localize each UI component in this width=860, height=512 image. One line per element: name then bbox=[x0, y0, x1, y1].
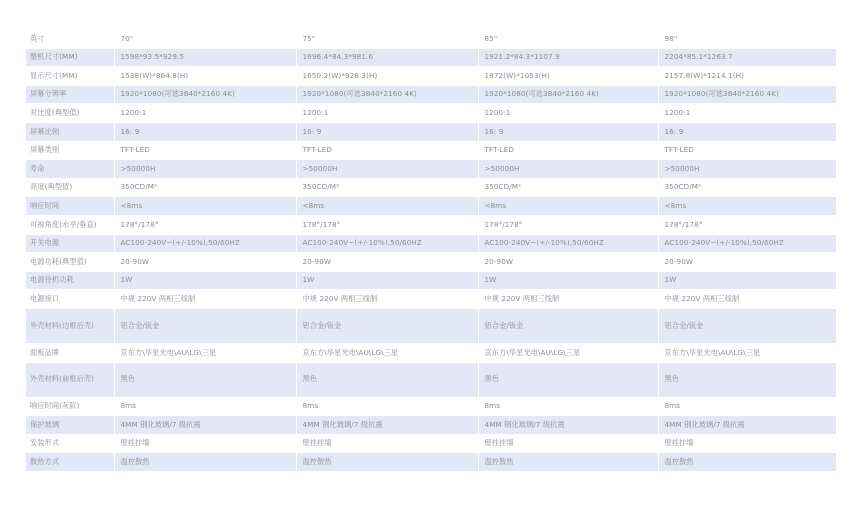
spec-table bbox=[26, 30, 837, 472]
table-row bbox=[26, 453, 836, 472]
table-cell: 8ms bbox=[478, 397, 658, 416]
table-cell: 1200:1 bbox=[478, 104, 658, 123]
row-label: 安装形式 bbox=[26, 434, 114, 453]
table-cell: TFT-LED bbox=[658, 141, 836, 160]
table-cell: 350CD/M² bbox=[658, 178, 836, 197]
table-cell: 1920*1080(可选3840*2160 4K) bbox=[296, 85, 478, 104]
table-cell: 1200:1 bbox=[114, 104, 296, 123]
table-cell: 20-90W bbox=[478, 253, 658, 272]
row-label: 屏幕类别 bbox=[26, 141, 114, 160]
table-cell: TFT-LED bbox=[114, 141, 296, 160]
table-cell: 温控散热 bbox=[114, 453, 296, 472]
table-cell: 温控散热 bbox=[478, 453, 658, 472]
row-label: 开关电源 bbox=[26, 234, 114, 253]
row-label: 可视角度(水平/垂直) bbox=[26, 215, 114, 234]
row-label: 整机尺寸(MM) bbox=[26, 48, 114, 67]
table-cell: 黑色 bbox=[114, 362, 296, 397]
table-cell: 黑色 bbox=[658, 362, 836, 397]
table-cell: 铝合金/钣金 bbox=[296, 308, 478, 343]
table-row bbox=[26, 271, 836, 290]
table-cell: 1W bbox=[478, 271, 658, 290]
table-cell: 1920*1080(可选3840*2160 4K) bbox=[114, 85, 296, 104]
table-cell: 20-90W bbox=[114, 253, 296, 272]
table-row bbox=[26, 343, 836, 362]
table-cell: 350CD/M² bbox=[296, 178, 478, 197]
table-cell: 1W bbox=[114, 271, 296, 290]
table-cell: 1872(W)*1053(H) bbox=[478, 67, 658, 86]
table-cell: 1W bbox=[658, 271, 836, 290]
table-cell: 178°/178° bbox=[478, 215, 658, 234]
table-cell: 16: 9 bbox=[478, 122, 658, 141]
table-cell: AC100-240V~(+/-10%),50/60HZ bbox=[658, 234, 836, 253]
table-row bbox=[26, 160, 836, 179]
table-cell: 1920*1080(可选3840*2160 4K) bbox=[658, 85, 836, 104]
table-cell: 20-90W bbox=[658, 253, 836, 272]
table-cell: 黑色 bbox=[478, 362, 658, 397]
table-cell: 4MM 钢化玻璃/7 级抗震 bbox=[478, 416, 658, 435]
row-label: 英寸 bbox=[26, 30, 114, 48]
table-cell: 1W bbox=[296, 271, 478, 290]
table-row bbox=[26, 253, 836, 272]
table-cell: <8ms bbox=[296, 197, 478, 216]
table-row bbox=[26, 141, 836, 160]
table-row bbox=[26, 178, 836, 197]
row-label: 散热方式 bbox=[26, 453, 114, 472]
table-cell: 4MM 钢化玻璃/7 级抗震 bbox=[296, 416, 478, 435]
table-cell: AC100-240V~(+/-10%),50/60HZ bbox=[478, 234, 658, 253]
table-cell: AC100-240V~(+/-10%),50/60HZ bbox=[114, 234, 296, 253]
table-cell: 1598*93.5*929.5 bbox=[114, 48, 296, 67]
table-cell: 16: 9 bbox=[114, 122, 296, 141]
row-label: 显示尺寸(MM) bbox=[26, 67, 114, 86]
table-cell: <8ms bbox=[478, 197, 658, 216]
table-cell: >50000H bbox=[114, 160, 296, 179]
table-cell: 京东方\华星光电\AU\LG\三星 bbox=[658, 343, 836, 362]
table-cell: 178°/178° bbox=[658, 215, 836, 234]
table-cell: <8ms bbox=[658, 197, 836, 216]
table-cell: TFT-LED bbox=[296, 141, 478, 160]
table-cell: 1921.2*84.3*1107.9 bbox=[478, 48, 658, 67]
row-label: 电源功耗(典型值) bbox=[26, 253, 114, 272]
table-row bbox=[26, 416, 836, 435]
table-cell: >50000H bbox=[478, 160, 658, 179]
table-cell: 温控散热 bbox=[658, 453, 836, 472]
table-row bbox=[26, 397, 836, 416]
table-cell: 黑色 bbox=[296, 362, 478, 397]
table-row bbox=[26, 67, 836, 86]
table-cell: 壁挂挂墙 bbox=[478, 434, 658, 453]
table-cell: 铝合金/钣金 bbox=[478, 308, 658, 343]
table-cell: 1920*1080(可选3840*2160 4K) bbox=[478, 85, 658, 104]
table-cell: 1538(W)*864.8(H) bbox=[114, 67, 296, 86]
table-cell: 85" bbox=[478, 30, 658, 48]
table-row bbox=[26, 48, 836, 67]
table-row bbox=[26, 30, 836, 48]
table-cell: 8ms bbox=[658, 397, 836, 416]
spec-table-body bbox=[26, 30, 836, 471]
table-cell: 中规 220V 两相三线制 bbox=[478, 290, 658, 309]
table-cell: 8ms bbox=[296, 397, 478, 416]
table-row bbox=[26, 234, 836, 253]
table-cell: 中规 220V 两相三线制 bbox=[296, 290, 478, 309]
table-cell: TFT-LED bbox=[478, 141, 658, 160]
table-cell: 京东方\华星光电\AU\LG\三星 bbox=[296, 343, 478, 362]
table-cell: 75" bbox=[296, 30, 478, 48]
row-label: 面板品牌 bbox=[26, 343, 114, 362]
table-cell: 壁挂挂墙 bbox=[296, 434, 478, 453]
table-cell: 2204*85.1*1263.7 bbox=[658, 48, 836, 67]
row-label: 对比度(典型值) bbox=[26, 104, 114, 123]
table-cell: <8ms bbox=[114, 197, 296, 216]
table-row bbox=[26, 290, 836, 309]
table-row bbox=[26, 122, 836, 141]
row-label: 电源待机功耗 bbox=[26, 271, 114, 290]
row-label: 电源接口 bbox=[26, 290, 114, 309]
row-label: 屏幕比例 bbox=[26, 122, 114, 141]
table-cell: >50000H bbox=[658, 160, 836, 179]
table-cell: 16: 9 bbox=[296, 122, 478, 141]
row-label: 寿命 bbox=[26, 160, 114, 179]
table-cell: 4MM 钢化玻璃/7 级抗震 bbox=[114, 416, 296, 435]
table-row bbox=[26, 197, 836, 216]
table-row bbox=[26, 85, 836, 104]
table-cell: 98" bbox=[658, 30, 836, 48]
row-label: 亮度(典型值) bbox=[26, 178, 114, 197]
table-cell: 铝合金/钣金 bbox=[114, 308, 296, 343]
table-cell: 温控散热 bbox=[296, 453, 478, 472]
row-label: 外壳材料(前框后壳) bbox=[26, 362, 114, 397]
table-cell: 350CD/M² bbox=[478, 178, 658, 197]
table-row bbox=[26, 362, 836, 397]
table-cell: 8ms bbox=[114, 397, 296, 416]
table-cell: 京东方\华星光电\AU\LG\三星 bbox=[114, 343, 296, 362]
table-cell: 中规 220V 两相三线制 bbox=[114, 290, 296, 309]
table-cell: 中规 220V 两相三线制 bbox=[658, 290, 836, 309]
spec-sheet bbox=[26, 30, 836, 472]
table-cell: 1696.4*84.3*981.6 bbox=[296, 48, 478, 67]
table-row bbox=[26, 434, 836, 453]
table-cell: 350CD/M² bbox=[114, 178, 296, 197]
row-label: 保护玻璃 bbox=[26, 416, 114, 435]
row-label: 响应时间 bbox=[26, 197, 114, 216]
table-row bbox=[26, 308, 836, 343]
table-cell: 1650.2(W)*928.3(H) bbox=[296, 67, 478, 86]
table-cell: 16: 9 bbox=[658, 122, 836, 141]
table-cell: >50000H bbox=[296, 160, 478, 179]
table-cell: 京东方\华星光电\AU\LG\三星 bbox=[478, 343, 658, 362]
table-cell: AC100-240V~(+/-10%),50/60HZ bbox=[296, 234, 478, 253]
table-cell: 2157.8(W)*1214.1(H) bbox=[658, 67, 836, 86]
table-cell: 1200:1 bbox=[296, 104, 478, 123]
table-cell: 178°/178° bbox=[114, 215, 296, 234]
table-cell: 壁挂挂墙 bbox=[658, 434, 836, 453]
table-cell: 178°/178° bbox=[296, 215, 478, 234]
table-cell: 铝合金/钣金 bbox=[658, 308, 836, 343]
table-row bbox=[26, 104, 836, 123]
row-label: 响应时间(灰阶) bbox=[26, 397, 114, 416]
table-cell: 20-90W bbox=[296, 253, 478, 272]
row-label: 外壳材料(边框后壳) bbox=[26, 308, 114, 343]
table-cell: 70" bbox=[114, 30, 296, 48]
table-cell: 4MM 钢化玻璃/7 级抗震 bbox=[658, 416, 836, 435]
table-cell: 1200:1 bbox=[658, 104, 836, 123]
table-cell: 壁挂挂墙 bbox=[114, 434, 296, 453]
table-row bbox=[26, 215, 836, 234]
row-label: 屏幕分辨率 bbox=[26, 85, 114, 104]
